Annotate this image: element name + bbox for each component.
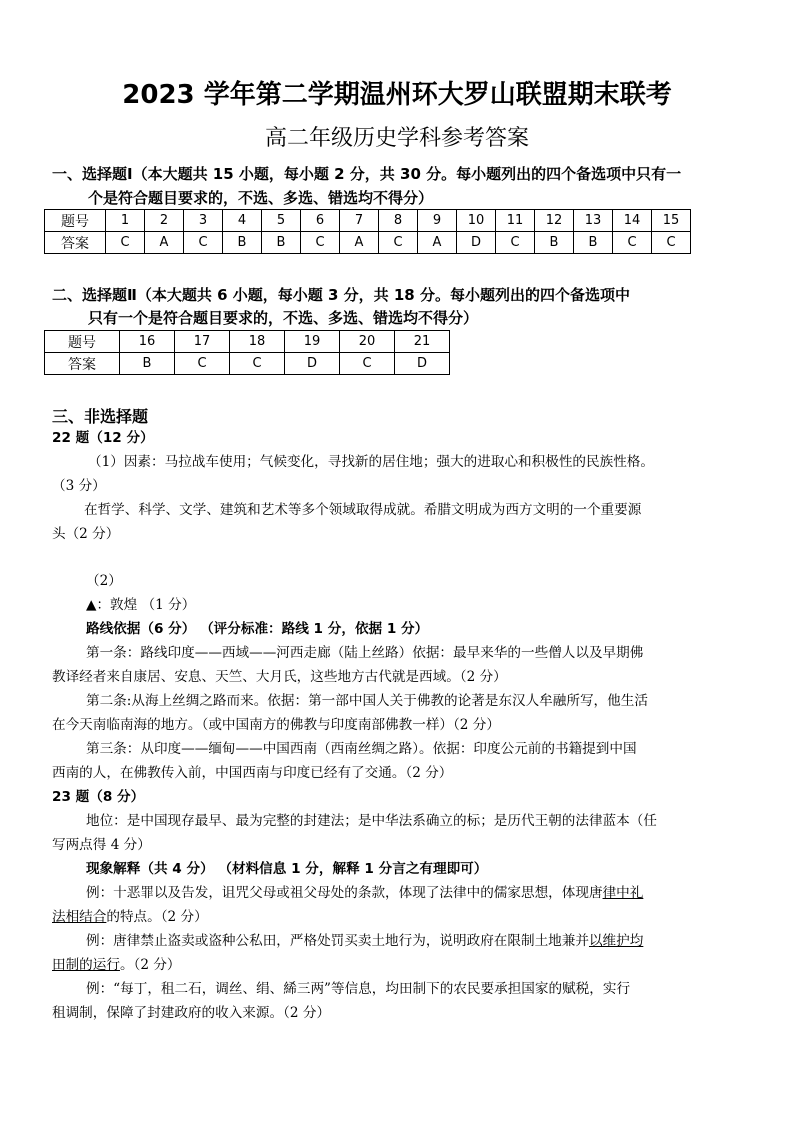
question-number-cell: 7 [340, 210, 379, 232]
q23-ex2-line2 [52, 954, 181, 978]
row-label-number: 题号 [45, 210, 106, 232]
q23-ex2-line1 [86, 930, 643, 954]
q22-route1-line2: 教译经者来自康居、安息、天竺、大月氏，这些地方古代就是西域。（2 分） [52, 669, 507, 685]
section3-heading: 三、非选择题 [52, 407, 149, 426]
answer-cell: B [262, 232, 301, 254]
answer-cell: A [145, 232, 184, 254]
q22-route1-line1: 第一条：路线印度——西域——河西走廊（陆上丝路）依据：最早来华的一些僧人以及早期佛 [86, 645, 644, 661]
q22-route-basis: 路线依据（6 分） （评分标准：路线 1 分，依据 1 分） [86, 621, 429, 637]
q22-route3-line2: 西南的人，在佛教传入前，中国西南与印度已经有了交通。（2 分） [52, 765, 453, 781]
question-number-cell: 15 [652, 210, 691, 232]
question-number-cell: 17 [175, 331, 230, 353]
section1-answer-table [44, 209, 691, 254]
question-number-cell: 6 [301, 210, 340, 232]
question-number-cell: 18 [230, 331, 285, 353]
question-number-cell: 9 [418, 210, 457, 232]
question-number-cell: 12 [535, 210, 574, 232]
section2-heading-line1: 二、选择题Ⅱ（本大题共 6 小题，每小题 3 分，共 18 分。每小题列出的四个备选项中 [52, 286, 630, 304]
question-number-cell: 14 [613, 210, 652, 232]
page-title: 2023 学年第二学期温州环大罗山联盟期末联考 [122, 80, 672, 110]
answer-cell: C [613, 232, 652, 254]
q22-dunhuang: ▲：敦煌 （1 分） [86, 597, 196, 613]
section2-answer-table [44, 330, 450, 375]
answer-cell: D [395, 353, 450, 375]
q23-p1-line2: 写两点得 4 分） [52, 837, 151, 853]
question-number-cell: 2 [145, 210, 184, 232]
row-label-answer: 答案 [45, 353, 120, 375]
q23-ex1-line2-text: 的特点。（2 分） [106, 909, 208, 925]
answer-cell: D [285, 353, 340, 375]
q23-ex1-line2-underline: 法相结合 [52, 909, 107, 925]
q22-route3-line1: 第三条：从印度——缅甸——中国西南（西南丝绸之路）。依据：印度公元前的书籍提到中国 [86, 741, 637, 757]
section1-heading-line2: 个是符合题目要求的，不选、多选、错选均不得分） [88, 189, 434, 207]
answer-cell: B [223, 232, 262, 254]
q23-ex2-line1-text: 例：唐律禁止盗卖或盗种公私田，严格处罚买卖土地行为，说明政府在限制土地兼并 [86, 933, 589, 949]
question-number-cell: 10 [457, 210, 496, 232]
q23-ex1-line1-text: 例：十恶罪以及告发，诅咒父母或祖父母处的条款，体现了法律中的儒家思想，体现唐 [86, 885, 603, 901]
answer-cell: C [496, 232, 535, 254]
question-number-cell: 16 [120, 331, 175, 353]
answer-cell: B [535, 232, 574, 254]
question-number-cell: 13 [574, 210, 613, 232]
answer-cell: A [340, 232, 379, 254]
answer-cell: C [301, 232, 340, 254]
answer-cell: B [120, 353, 175, 375]
q23-ex1-line1 [86, 882, 643, 906]
row-label-answer: 答案 [45, 232, 106, 254]
q22-title: 22 题（12 分） [52, 430, 154, 446]
section1-heading-line1: 一、选择题Ⅰ（本大题共 15 小题，每小题 2 分，共 30 分。每小题列出的四个备选项中只有一 [52, 165, 682, 183]
answer-cell: B [574, 232, 613, 254]
answer-cell: C [379, 232, 418, 254]
q22-p2-line1: 在哲学、科学、文学、建筑和艺术等多个领域取得成就。希腊文明成为西方文明的一个重要源 [84, 502, 642, 518]
answer-cell: C [652, 232, 691, 254]
question-number-cell: 19 [285, 331, 340, 353]
answer-cell: A [418, 232, 457, 254]
q23-ex1-line1-underline: 律中礼 [602, 885, 644, 901]
answer-cell: C [340, 353, 395, 375]
question-number-cell: 3 [184, 210, 223, 232]
section2-heading-line2: 只有一个是符合题目要求的，不选、多选、错选均不得分） [88, 309, 479, 327]
q23-ex3-line2: 租调制，保障了封建政府的收入来源。（2 分） [52, 1005, 331, 1021]
answer-cell: D [457, 232, 496, 254]
question-number-cell: 5 [262, 210, 301, 232]
q22-route2-line1: 第二条:从海上丝绸之路而来。依据：第一部中国人关于佛教的论著是东汉人牟融所写，他生活 [86, 693, 648, 709]
question-number-cell: 11 [496, 210, 535, 232]
q22-route2-line2: 在今天南临南海的地方。（或中国南方的佛教与印度南部佛教一样）（2 分） [52, 717, 500, 733]
q23-title: 23 题（8 分） [52, 789, 145, 805]
q23-ex2-line2-text: 。（2 分） [119, 957, 181, 973]
page-subtitle: 高二年级历史学科参考答案 [264, 126, 529, 151]
q23-p1-line1: 地位：是中国现存最早、最为完整的封建法；是中华法系确立的标；是历代王朝的法律蓝本（任 [86, 813, 657, 829]
question-number-cell: 20 [340, 331, 395, 353]
question-number-cell: 1 [106, 210, 145, 232]
answer-cell: C [106, 232, 145, 254]
question-number-cell: 21 [395, 331, 450, 353]
q23-ex2-line2-underline: 田制的运行 [52, 957, 120, 973]
answer-cell: C [184, 232, 223, 254]
row-label-number: 题号 [45, 331, 120, 353]
q22-p1-line2: （3 分） [52, 478, 106, 494]
q22-part2-label: （2） [86, 573, 122, 589]
question-number-cell: 4 [223, 210, 262, 232]
answer-cell: C [175, 353, 230, 375]
q22-p2-line2: 头（2 分） [52, 526, 120, 542]
q23-explain: 现象解释（共 4 分） （材料信息 1 分，解释 1 分言之有理即可） [86, 861, 488, 877]
q23-ex2-line1-underline: 以维护均 [588, 933, 644, 949]
q22-p1-line1: （1）因素：马拉战车使用；气候变化，寻找新的居住地；强大的进取心和积极性的民族性格。 [88, 454, 654, 470]
q23-ex3-line1: 例：“每丁，租二石，调丝、绢、絺三两”等信息，均田制下的农民要承担国家的赋税，实行 [86, 981, 631, 997]
question-number-cell: 8 [379, 210, 418, 232]
q23-ex1-line2 [52, 906, 208, 930]
answer-cell: C [230, 353, 285, 375]
